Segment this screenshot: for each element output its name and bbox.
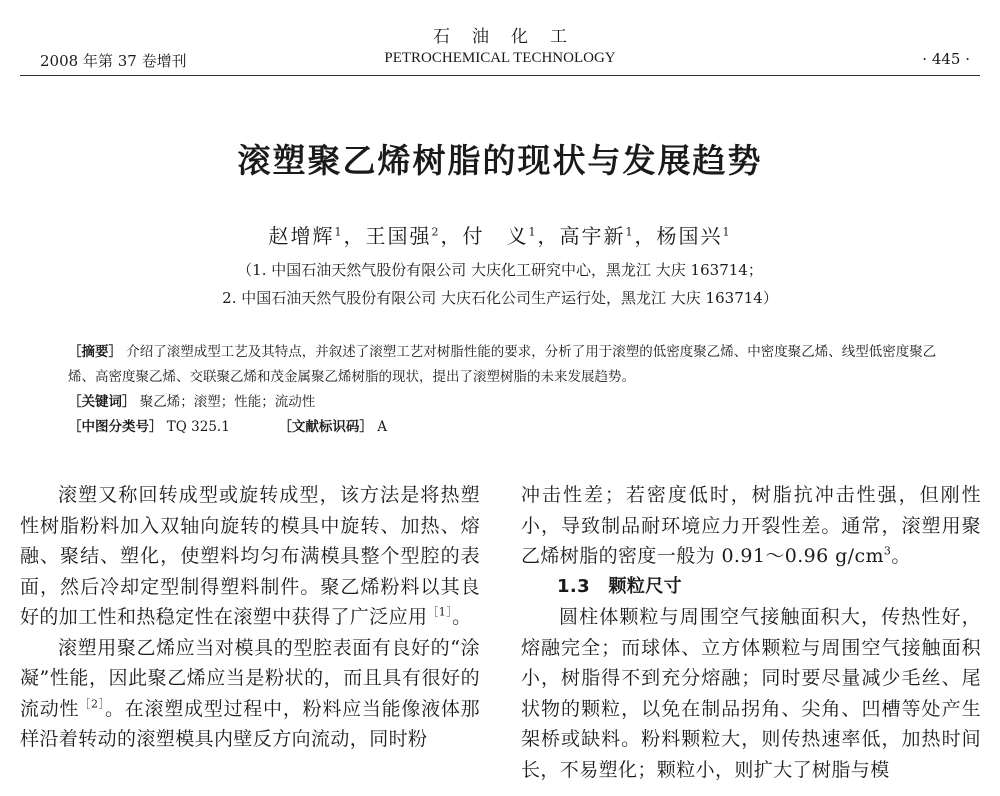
paragraph: 冲击性差；若密度低时，树脂抗冲击性强，但刚性小，导致制品耐环境应力开裂性差。通常，滚塑用聚乙烯树脂的密度一般为 0.91～0.96 $g/cm^3$。 <box>521 484 981 567</box>
author-affiliation-mark: 1 <box>625 225 635 239</box>
abstract <box>68 340 948 390</box>
author-list: 赵增辉$^1$，王国强$^2$，付 义$^1$，高宇新$^1$，杨国兴$^1$ <box>268 224 732 248</box>
author-name: 赵增辉 <box>268 224 335 248</box>
section-heading: 1.3 颗粒尺寸 <box>557 575 683 597</box>
clc-label: ［中图分类号］ <box>68 419 163 435</box>
author-affiliation-mark: 1 <box>334 225 344 239</box>
keywords <box>68 390 948 415</box>
author-name: 付 义 <box>462 224 529 248</box>
abstract-block <box>68 340 948 440</box>
journal-title-cn: 石油化工 <box>433 27 589 47</box>
abstract-label: ［摘要］ <box>68 344 122 360</box>
issue-info: 2008 年第 37 卷增刊 <box>40 52 187 70</box>
citation[interactable]: ［1］ <box>427 605 453 619</box>
keywords-text: 聚乙烯；滚塑；性能；流动性 <box>139 394 316 410</box>
paragraph: 滚塑用聚乙烯应当对模具的型腔表面有良好的“涂凝”性能，因此聚乙烯应当是粉状的，而且具有很好的流动性$^{[2]}$。在滚塑成型过程中，粉料应当能像液体那样沿着转动的滚塑模具内壁反方向流动，同时粉 <box>20 636 480 750</box>
paragraph: 圆柱体颗粒与周围空气接触面积大，传热性好，熔融完全；而球体、立方体颗粒与周围空气接触面积小，树脂得不到充分熔融；同时要尽量减少毛丝、尾状物的颗粒，以免在制品拐角、尖角、凹槽等处产生架桥或缺料。粉料颗粒大，则传热速率低，加热时间长，不易塑化；颗粒小，则扩大了树脂与模 <box>521 606 981 781</box>
author-affiliation-mark: 1 <box>528 225 538 239</box>
header-rule <box>20 75 980 76</box>
affiliation-1: （1. 中国石油天然气股份有限公司 大庆化工研究中心，黑龙江 大庆 163714； <box>237 261 763 279</box>
body-column-right <box>521 480 981 785</box>
doc-code-label: ［文献标识码］ <box>278 419 373 435</box>
article-title: 滚塑聚乙烯树脂的现状与发展趋势 <box>237 141 763 180</box>
author-affiliation-mark: 2 <box>431 225 441 239</box>
body-column-left <box>20 480 480 755</box>
author-name: 王国强 <box>365 224 432 248</box>
paragraph: 滚塑又称回转成型或旋转成型，该方法是将热塑性树脂粉料加入双轴向旋转的模具中旋转、加热、熔融、聚结、塑化，使塑料均匀布满模具整个型腔的表面，然后冷却定型制得塑料制件。聚乙烯粉料以其良好的加工性和热稳定性在滚塑中获得了广泛应用$^{[1]}$。 <box>20 484 480 628</box>
clc-code: TQ 325.1 <box>166 419 230 435</box>
citation[interactable]: ［2］ <box>79 697 106 711</box>
author-affiliation-mark: 1 <box>722 225 732 239</box>
classification <box>68 415 948 440</box>
keywords-label: ［关键词］ <box>68 394 136 410</box>
affiliation-2: 2. 中国石油天然气股份有限公司 大庆石化公司生产运行处，黑龙江 大庆 163714） <box>222 289 778 307</box>
author-name: 杨国兴 <box>656 224 723 248</box>
doc-code: A <box>377 419 387 435</box>
journal-title-en: PETROCHEMICAL TECHNOLOGY <box>384 50 616 66</box>
page-number: · 445 · <box>922 50 970 68</box>
author-name: 高宇新 <box>559 224 626 248</box>
abstract-text: 介绍了滚塑成型工艺及其特点，并叙述了滚塑工艺对树脂性能的要求，分析了用于滚塑的低密度聚乙烯、中密度聚乙烯、线型低密度聚乙烯、高密度聚乙烯、交联聚乙烯和茂金属聚乙烯树脂的现状，提出了滚塑树脂的未来发展趋势。 <box>68 344 937 385</box>
